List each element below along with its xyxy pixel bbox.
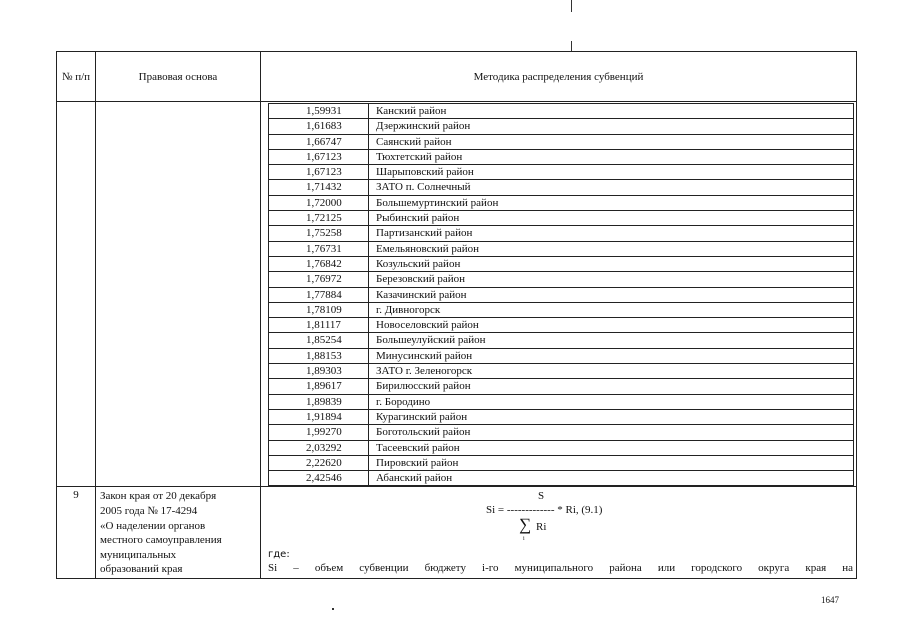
coefficient-value: 1,81117	[269, 318, 369, 333]
table-row	[269, 165, 854, 180]
table-row	[269, 256, 854, 271]
coefficient-value: 1,67123	[269, 165, 369, 180]
coefficient-value: 1,72125	[269, 211, 369, 226]
district-name: Абанский район	[369, 471, 854, 486]
coefficient-value: 1,59931	[269, 104, 369, 119]
coefficient-value: 1,67123	[269, 149, 369, 164]
header-method: Методика распределения субвенций	[261, 52, 857, 102]
row-9-method	[261, 487, 857, 579]
coefficient-value: 1,76972	[269, 272, 369, 287]
district-name: Партизанский район	[369, 226, 854, 241]
coefficient-value: 1,77884	[269, 287, 369, 302]
coefficient-value: 1,88153	[269, 348, 369, 363]
header-basis: Правовая основа	[96, 52, 261, 102]
coefficient-value: 2,22620	[269, 455, 369, 470]
coefficient-value: 1,91894	[269, 409, 369, 424]
table-row	[269, 318, 854, 333]
district-name: Рыбинский район	[369, 211, 854, 226]
formula-numerator: S	[538, 490, 545, 503]
formula-sum-sign: ∑	[519, 515, 532, 535]
district-name: г. Дивногорск	[369, 302, 854, 317]
table-row	[269, 287, 854, 302]
table-row	[269, 211, 854, 226]
coefficient-value: 2,42546	[269, 471, 369, 486]
district-name: Козульский район	[369, 256, 854, 271]
table-row	[269, 440, 854, 455]
table-row	[269, 302, 854, 317]
row-9-basis	[96, 487, 261, 579]
district-name: Большемуртинский район	[369, 195, 854, 210]
district-name: Тюхтетский район	[369, 149, 854, 164]
district-name: Тасеевский район	[369, 440, 854, 455]
district-name: Саянский район	[369, 134, 854, 149]
table-row	[269, 241, 854, 256]
district-name: Боготольский район	[369, 425, 854, 440]
district-name: Казачинский район	[369, 287, 854, 302]
coefficient-value: 1,89617	[269, 379, 369, 394]
where-label: где:	[268, 549, 290, 561]
coefficient-value: 1,89839	[269, 394, 369, 409]
district-name: Новоселовский район	[369, 318, 854, 333]
table-row	[269, 226, 854, 241]
coefficient-value: 1,71432	[269, 180, 369, 195]
coefficient-value: 1,75258	[269, 226, 369, 241]
basis-line: 2005 года № 17-4294	[100, 505, 198, 518]
coefficient-value: 1,99270	[269, 425, 369, 440]
district-name: Канский район	[369, 104, 854, 119]
district-name: ЗАТО п. Солнечный	[369, 180, 854, 195]
table-row	[269, 348, 854, 363]
table-row	[269, 134, 854, 149]
basis-line: образований края	[100, 563, 183, 576]
coefficients-row	[57, 102, 857, 487]
empty-num-cell	[57, 102, 96, 487]
header-num: № п/п	[57, 52, 96, 102]
district-name: Бирилюсский район	[369, 379, 854, 394]
coefficient-value: 1,89303	[269, 364, 369, 379]
page-number: 1647	[821, 595, 839, 605]
table-row	[269, 425, 854, 440]
district-name: Пировский район	[369, 455, 854, 470]
coefficient-value: 1,72000	[269, 195, 369, 210]
table-row	[269, 104, 854, 119]
table-row	[269, 180, 854, 195]
empty-basis-cell	[96, 102, 261, 487]
table-row	[269, 409, 854, 424]
coefficient-value: 2,03292	[269, 440, 369, 455]
scan-mark	[571, 41, 572, 51]
district-name: Большеулуйский район	[369, 333, 854, 348]
coefficient-value: 1,78109	[269, 302, 369, 317]
coefficient-value: 1,76731	[269, 241, 369, 256]
table-row	[269, 333, 854, 348]
district-name: Дзержинский район	[369, 119, 854, 134]
district-name: Шарыповский район	[369, 165, 854, 180]
table-row	[269, 149, 854, 164]
coefficients-table	[268, 103, 854, 486]
coefficient-value: 1,66747	[269, 134, 369, 149]
district-name: Емельяновский район	[369, 241, 854, 256]
scan-mark	[332, 608, 334, 610]
table-row	[269, 195, 854, 210]
table-row	[269, 379, 854, 394]
table-row	[269, 364, 854, 379]
scan-mark	[571, 0, 572, 12]
district-name: Курагинский район	[369, 409, 854, 424]
coefficient-value: 1,76842	[269, 256, 369, 271]
basis-line: Закон края от 20 декабря	[100, 490, 217, 503]
table-header-row	[57, 52, 857, 102]
table-row	[269, 119, 854, 134]
formula-sum-index: i	[523, 536, 525, 543]
district-name: г. Бородино	[369, 394, 854, 409]
district-name: ЗАТО г. Зеленогорск	[369, 364, 854, 379]
subvention-table	[56, 51, 857, 579]
row-9-num: 9	[57, 487, 96, 579]
basis-line: местного самоуправления	[100, 534, 222, 547]
basis-line: «О наделении органов	[100, 519, 206, 532]
coefficient-value: 1,61683	[269, 119, 369, 134]
table-row	[269, 272, 854, 287]
table-row	[269, 455, 854, 470]
coefficients-cell	[261, 102, 857, 487]
district-name: Березовский район	[369, 272, 854, 287]
si-definition: Si – объем субвенции бюджету i-го муниципального района или городского округа края на	[268, 562, 853, 575]
table-row	[269, 394, 854, 409]
formula-main-line: Si = ------------- * Ri, (9.1)	[486, 504, 603, 517]
district-name: Минусинский район	[369, 348, 854, 363]
formula-denominator: Ri	[536, 521, 547, 534]
coefficient-value: 1,85254	[269, 333, 369, 348]
basis-line: муниципальных	[100, 548, 177, 561]
table-row	[269, 471, 854, 486]
table-row-9	[57, 487, 857, 579]
